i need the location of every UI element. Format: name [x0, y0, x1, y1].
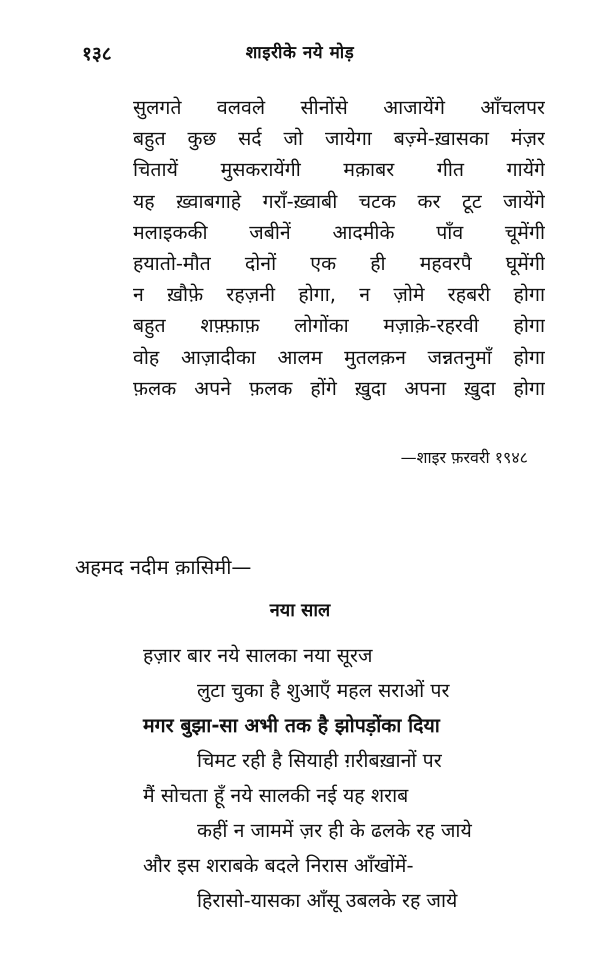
verse-line: हयातो-मौत दोनों एक ही महवरपै घूमेंगी [133, 251, 545, 275]
verse-line: सुलगते वलवले सीनोंसे आजायेंगे आँचलपर [133, 96, 545, 119]
verse-line: लुटा चुका है शुआएँ महल सराओं पर [197, 679, 450, 702]
verse-line: बहुत कुछ सर्द जो जायेगा बज़्मे-ख़ासका मंज़र [133, 127, 545, 151]
verse-line: बहुत शफ़्फ़ाफ़ लोगोंका मज़ाक़े-रहरवी होगा [133, 314, 545, 338]
verse-line: चिमट रही है सियाही ग़रीबख़ानों पर [197, 749, 442, 772]
poem-1 [133, 92, 545, 404]
verse-line: चितायें मुसकरायेंगी मक़ाबर गीत गायेंगे [133, 158, 545, 182]
verse-line: फ़लक अपने फ़लक होंगे ख़ुदा अपना ख़ुदा होगा [133, 376, 545, 400]
verse-line: कहीं न जाममें ज़र ही के ढलके रह जाये [197, 819, 472, 842]
verse-line: मैं सोचता हूँ नये सालकी नई यह शराब [143, 784, 409, 807]
poem-attribution: —शाइर फ़रवरी १९४८ [400, 448, 528, 467]
poem-2 [0, 638, 600, 918]
poem-title: नया साल [269, 600, 331, 621]
verse-line: हज़ार बार नये सालका नया सूरज [143, 644, 373, 667]
verse-line: मगर बुझा-सा अभी तक है झोपड़ोंका दिया [143, 714, 440, 737]
verse-line: हिरासो-यासका आँसू उबलके रह जाये [197, 889, 458, 912]
verse-line: और इस शराबके बदले निरास आँखोंमें- [143, 854, 414, 877]
page-number: १३८ [82, 43, 112, 65]
running-title: शाइरीके नये मोड़ [245, 43, 355, 63]
verse-line: मलाइककी जबीनें आदमीके पाँव चूमेंगी [133, 220, 545, 244]
verse-line: न ख़ौफ़े रहज़नी होगा, न ज़ोमे रहबरी होगा [133, 283, 545, 307]
author-name: अहमद नदीम क़ासिमी— [75, 555, 252, 579]
verse-line: वोह आज़ादीका आलम मुतलक़न जन्नतनुमाँ होगा [133, 345, 545, 369]
verse-line: यह ख़्वाबगाहे गराँ-ख़्वाबी चटक कर टूट जायेंगे [133, 189, 545, 213]
